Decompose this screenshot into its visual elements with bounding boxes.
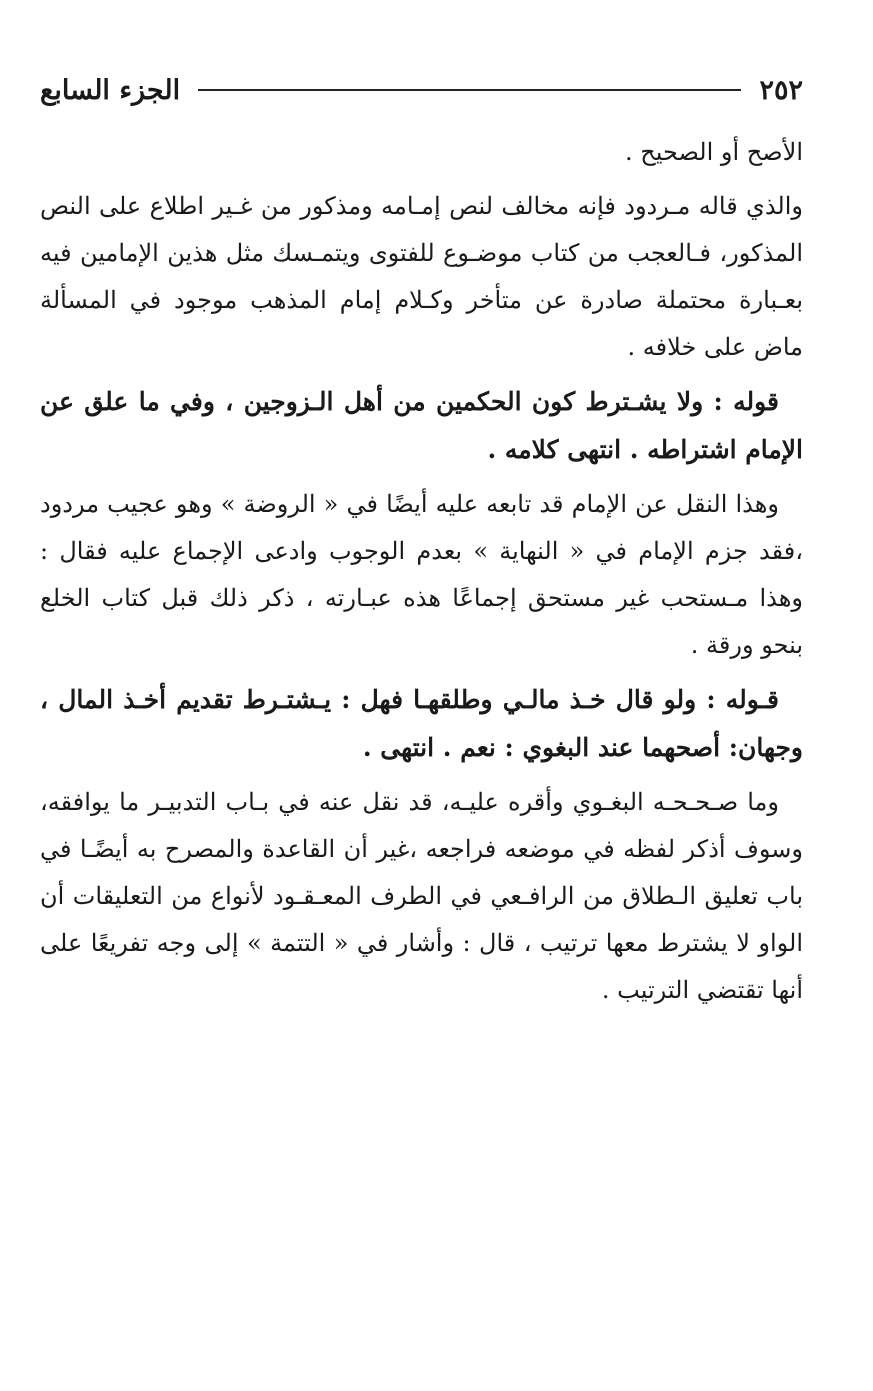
paragraph-6: وما صـحـحـه البغـوي وأقره عليـه، قد نقل عنه في بـاب التدبيـر ما يوافقه، وسوف أذكر لفظه في موضعه فراجعه ،غير أن القاعدة والمصرح به أيضًـا في باب تعليق الـطلاق من الرافـعي في الطرف المعـقـود لأنواع من التعليقات أن الواو لا يشترط معها ترتيب ، قال : وأشار في « التتمة » إلى وجه تفريعًا على أنها تقتضي الترتيب .: [40, 788, 803, 1004]
page-number: ٢٥٢: [759, 74, 803, 106]
paragraph-4: وهذا النقل عن الإمام قد تابعه عليه أيضًا في « الروضة » وهو عجيب مردود ،فقد جزم الإمام في « النهاية » بعدم الوجوب وادعى الإجماع عليه فقال : وهذا مـستحب غير مستحق إجماعًا هذه عبـارته ، ذكر ذلك قبل كتاب الخلع بنحو ورقة .: [40, 490, 803, 659]
header-rule: [198, 89, 741, 91]
page-header: [40, 55, 803, 125]
paragraph-1: الأصح أو الصحيح .: [624, 138, 803, 166]
part-title: الجزء السابع: [40, 74, 181, 106]
body-text: [40, 129, 803, 1014]
paragraph-2: والذي قاله مـردود فإنه مخالف لنص إمـامه ومذكور من غـير اطلاع على النص المذكور، فـالعجب من كتاب موضـوع للفتوى ويتمـسك مثل هذين الإمامين فيه بعـبارة محتملة صادرة عن متأخر وكـلام إمام المذهب موجود في المسألة ماض على خلافه .: [40, 192, 803, 361]
paragraph-3-quote: قوله : ولا يشـترط كون الحكمين من أهل الـزوجين ، وفي ما علق عن الإمام اشتراطه . انتهى كلامه .: [40, 387, 803, 464]
book-page: [40, 55, 803, 1391]
paragraph-5-quote: قـوله : ولو قال خـذ مالـي وطلقهـا فهل : يـشتـرط تقديم أخـذ المال ، وجهان: أصحهما عند البغوي : نعم . انتهى .: [40, 685, 803, 762]
